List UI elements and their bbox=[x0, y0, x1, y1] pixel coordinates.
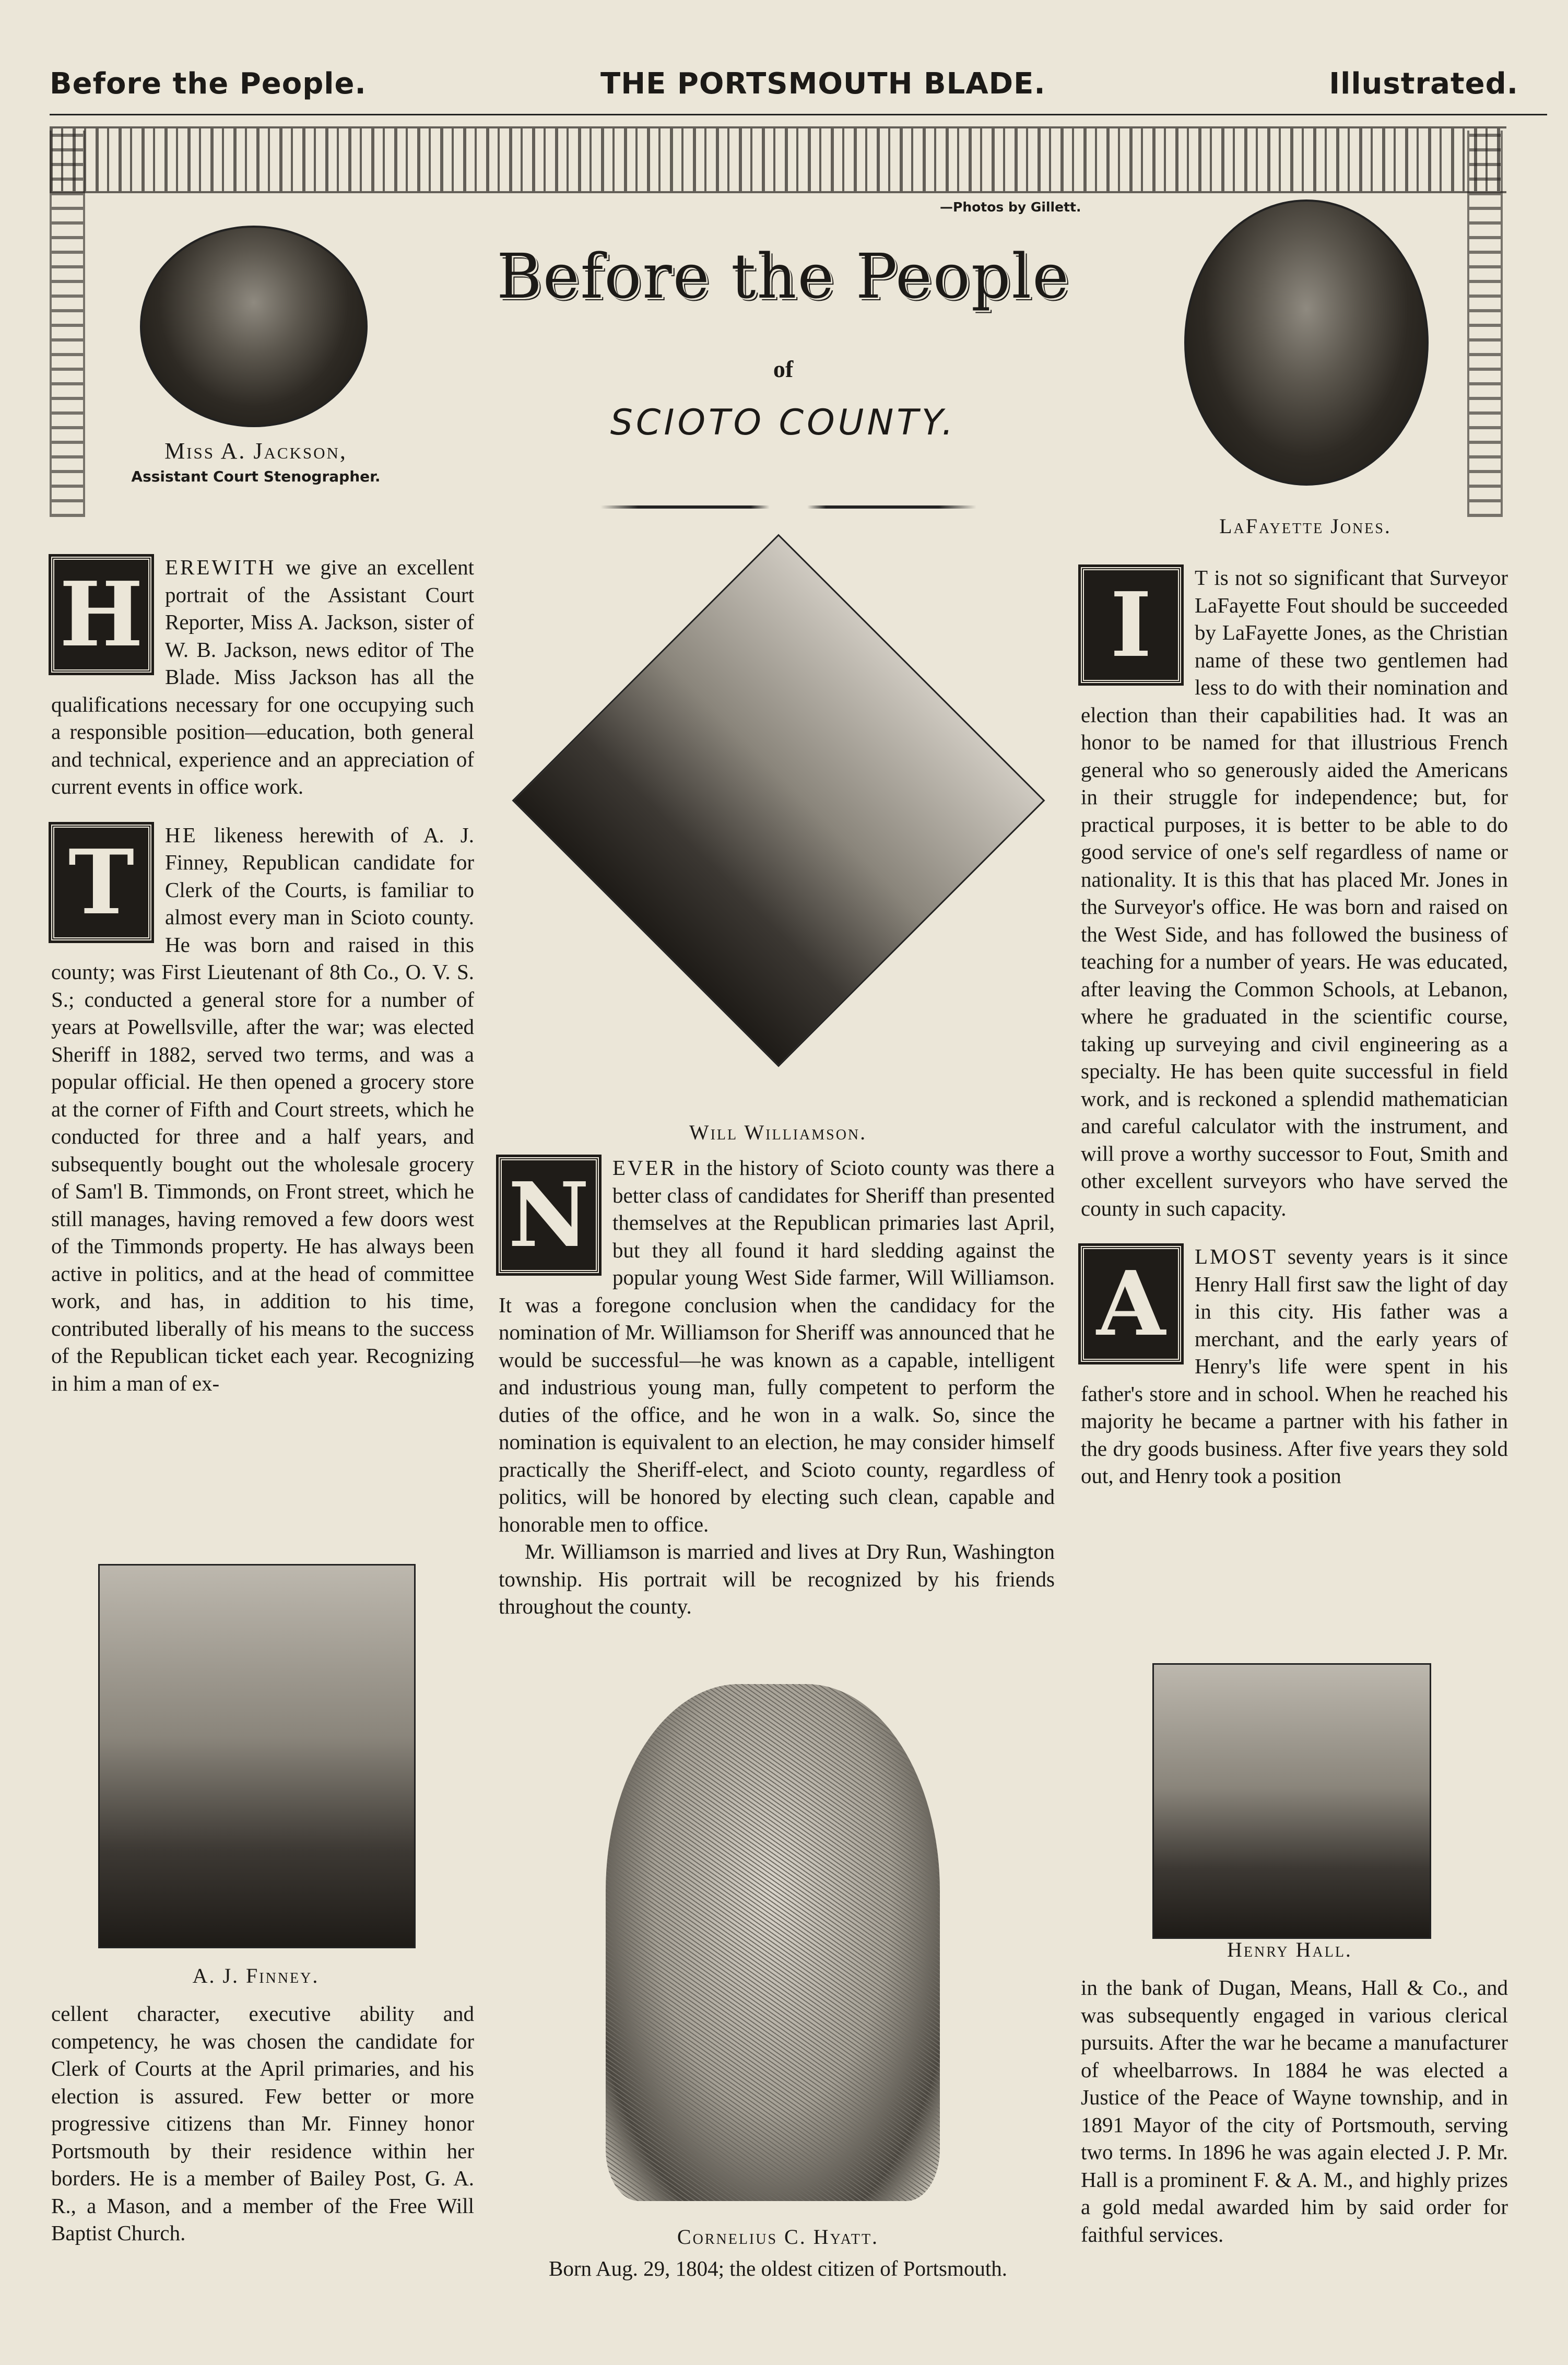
left-column bbox=[51, 554, 474, 1418]
center-column bbox=[499, 1154, 1055, 1641]
finney-continued-text: cellent character, executive ability and competency, he was chosen the candidate for Clerk of Courts at the April primaries, and his election is assured. Few better or more progressive citizens than Mr. Finney honor Portsmouth by their residence within her borders. He is a member of Bailey Post, G. A. R., a Mason, and a member of the Free Will Baptist Church. bbox=[51, 2002, 474, 2245]
hall-caption: Henry Hall. bbox=[1227, 1938, 1352, 1961]
jones-text: is not so significant that Surveyor LaFayette Fout should be succeeded by LaFayette Jones, as the Christian name of these two gentlemen had less to do with their nomination and election than their capabilities had. It was an honor to be named for that illustrious French general who so generously aided the Americans in their struggle for independence; but, for practical purposes, it is better to be able to do good service of one's self regardless of name or nationality. It is this that has placed Mr. Jones in the Surveyor's office. He was born and raised on the West Side, and has followed the business of teaching for a number of years. He was educated, after leaving the Common Schools, at Lebanon, where he graduated in the scientific course, taking up surveying and civil engineering as a specialty. He has been quite successful in field work, and is reckoned a splendid mathematician and careful calculator with the instrument, and will prove a worthy successor to Fout, Smith and other excellent surveyors who have served the county in such capacity. bbox=[1081, 566, 1508, 1220]
dropcap-a: A bbox=[1081, 1246, 1181, 1362]
right-column bbox=[1081, 564, 1508, 1511]
finney-lead: HE bbox=[165, 822, 198, 847]
hyatt-engraving bbox=[606, 1684, 940, 2201]
williamson-caption: Will Williamson. bbox=[689, 1121, 867, 1144]
hyatt-note: Born Aug. 29, 1804; the oldest citizen of Portsmouth. bbox=[548, 2256, 1008, 2280]
hall-continued-text: in the bank of Dugan, Means, Hall & Co., and was subsequently engaged in various clerical pursuits. After the war he became a manufacturer of wheelbarrows. In 1884 he was elected a Justice of the Peace of Wayne township, and in 1891 Mayor of the city of Portsmouth, serving two terms. In 1896 he was again elected J. P. Mr. Hall is a prominent F. & A. M., and highly prizes a gold medal awarded him by said order for faithful services. bbox=[1081, 1975, 1508, 2246]
header-left: Before the People. bbox=[50, 67, 367, 101]
finney-article bbox=[51, 821, 474, 1397]
jones-lead: T bbox=[1195, 566, 1208, 590]
ornamental-border-right bbox=[1467, 131, 1503, 517]
dropcap-t: T bbox=[51, 825, 151, 940]
hall-continued bbox=[1081, 1974, 1508, 2269]
hall-lead: LMOST bbox=[1195, 1244, 1278, 1268]
ornamental-border-left bbox=[50, 131, 85, 517]
jones-article bbox=[1081, 564, 1508, 1222]
jackson-portrait bbox=[140, 226, 368, 427]
finney-continued bbox=[51, 2000, 474, 2268]
dropcap-h: H bbox=[51, 557, 151, 673]
photo-credit: —Photos by Gillett. bbox=[940, 199, 1081, 215]
title-of: of bbox=[773, 356, 794, 382]
header-rule bbox=[50, 114, 1547, 115]
jackson-lead: EREWITH bbox=[165, 555, 276, 579]
header-right: Illustrated. bbox=[1329, 67, 1518, 101]
finney-portrait bbox=[98, 1564, 416, 1948]
running-header bbox=[50, 57, 1518, 110]
jones-caption: LaFayette Jones. bbox=[1219, 514, 1392, 538]
jackson-caption: Miss A. Jackson, bbox=[164, 438, 347, 464]
jackson-role: Assistant Court Stenographer. bbox=[131, 468, 381, 485]
page-title: Before the People bbox=[497, 240, 1070, 312]
finney-text: likeness herewith of A. J. Finney, Republican candidate for Clerk of the Courts, is familiar to almost every man in Scioto county. He was born and raised in this county; was First Lieutenant of 8th Co., O. V. S. S.; conducted a general store for a number of years at Powellsville, after the war; was elected Sheriff in 1882, served two terms, and was a popular official. He then opened a grocery store at the corner of Fifth and Court streets, which he conducted for three and a half years, and subsequently bought out the wholesale grocery of Sam'l B. Timmonds, on Front street, which he still manages, having removed a few doors west of the Timmonds property. He has always been active in politics, and at the head of committee work, and has, in addition to his time, contributed liberally of his means to the success of the Republican ticket each year. Recognizing in him a man of ex- bbox=[51, 822, 474, 1395]
jackson-article bbox=[51, 554, 474, 801]
hall-article bbox=[1081, 1243, 1508, 1490]
jones-portrait bbox=[1184, 199, 1429, 486]
hall-portrait bbox=[1152, 1663, 1431, 1939]
hall-text: seventy years is it since Henry Hall first saw the light of day in this city. His father was a merchant, and the early years of Henry's life were spent in his father's store and in school. When he reached his majority he became a partner with his father in the dry goods business. After five years they sold out, and Henry took a position bbox=[1081, 1244, 1508, 1488]
finney-caption: A. J. Finney. bbox=[192, 1964, 320, 1987]
williamson-article bbox=[499, 1154, 1055, 1538]
header-center: THE PORTSMOUTH BLADE. bbox=[600, 67, 1046, 101]
williamson-text: in the history of Scioto county was there a better class of candidates for Sheriff than presented themselves at the Republican primaries last April, but they all found it hard sledding against the popular young West Side farmer, Will Williamson. It was a foregone conclusion when the candidacy for the nomination of Mr. Williamson for Sheriff was announced that he would be successful—he was known as a capable, intelligent and industrious young man, fully competent to perform the duties of the office, and he won in a walk. So, since the nomination is equivalent to an election, he may consider himself practically the Sheriff-elect, and Scioto county, regardless of politics, will be honored by electing such clean, capable and honorable men to office. bbox=[499, 1156, 1055, 1536]
dropcap-i: I bbox=[1081, 567, 1181, 683]
williamson-lead: EVER bbox=[612, 1156, 677, 1180]
williamson-para2: Mr. Williamson is married and lives at Dry Run, Washington township. His portrait will be recognized by his friends throughout the county. bbox=[499, 1539, 1055, 1618]
ornamental-border-top bbox=[50, 126, 1506, 193]
jackson-text: we give an excellent portrait of the Assistant Court Reporter, Miss A. Jackson, sister of W. B. Jackson, news editor of The Blade. Miss Jackson has all the qualifications necessary for one occupying such a responsible position—education, both general and technical, experience and an appreciation of current events in office work. bbox=[51, 555, 474, 798]
williamson-portrait bbox=[512, 534, 1045, 1067]
dropcap-n: N bbox=[499, 1157, 599, 1273]
county-title: SCIOTO COUNTY. bbox=[610, 402, 957, 443]
title-divider bbox=[600, 505, 976, 509]
hyatt-caption: Cornelius C. Hyatt. bbox=[677, 2225, 879, 2249]
